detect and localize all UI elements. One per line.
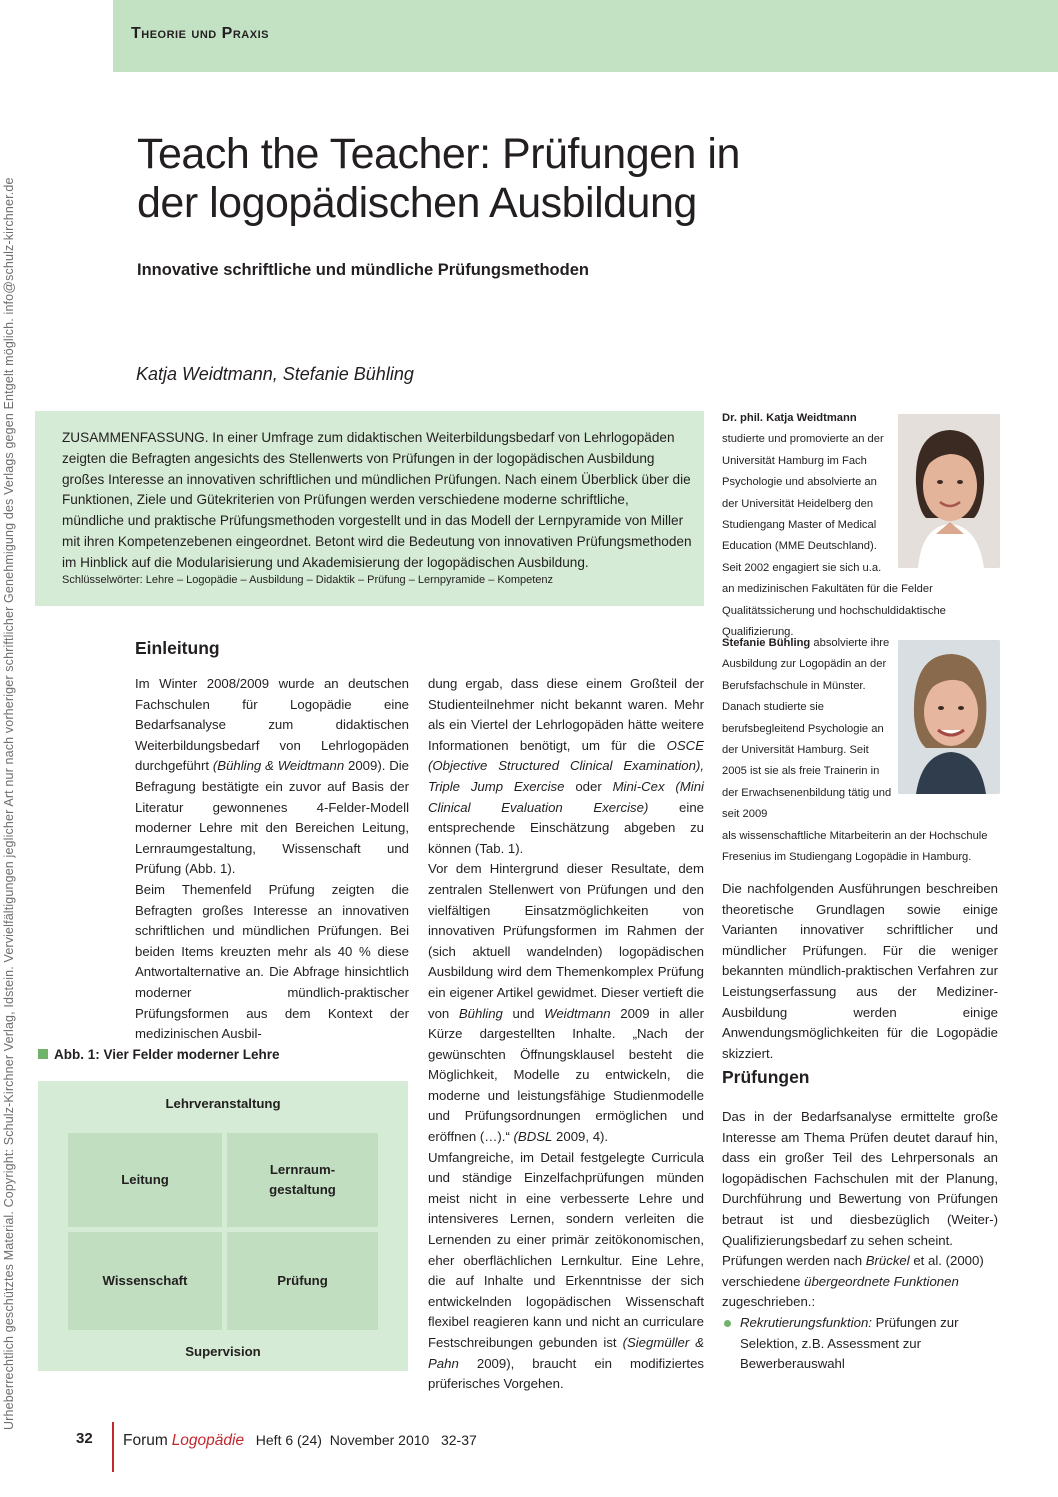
bullet-item: [722, 1313, 998, 1375]
text-column-3-continued: [722, 1107, 998, 1375]
paragraph: [722, 1251, 998, 1313]
text-column-3: [722, 879, 998, 1064]
citation: (BDSL: [513, 1129, 553, 1145]
text-span: zugeschrieben.:: [722, 1294, 816, 1310]
term: OSCE (Objective Structured Clinical Examination), Triple Jump Exercise: [428, 737, 704, 794]
text-span: und: [502, 1005, 545, 1021]
text-span: et al. (2000) verschiedene: [722, 1253, 984, 1289]
bio1-name: Dr. phil. Katja Weidtmann: [722, 412, 857, 424]
citation: (Siegmüller & Pahn: [428, 1335, 705, 1371]
heading-pruefungen: Prüfungen: [722, 1067, 810, 1087]
paragraph: [428, 674, 704, 859]
figure-cell-leitung: Leitung: [68, 1133, 222, 1227]
journal-logo-text: Logopädie: [171, 1432, 245, 1449]
page-number: 32: [76, 1430, 93, 1447]
copyright-side-note: Urheberrechtlich geschütztes Material. Copyright: Schulz-Kirchner Verlag, Idstein. Vervielfältigungen jeglicher Art nur nach vorheriger schriftlicher Genehmigung des Verlags gegen Entgelt möglich. info@schulz-kirchner.de: [2, 177, 16, 1430]
citation: Brückel: [865, 1253, 910, 1269]
paragraph: [428, 1148, 704, 1395]
bio1-text: studierte und promovierte an der Universität Hamburg im Fach Psychologie und absolvierte an der Universität Heidelberg den Studiengang Master of Medical Education (MME Deutschland). Seit 2002 engagiert sie sich u.a.: [722, 433, 884, 574]
footer-divider: [112, 1422, 114, 1472]
article-subtitle: Innovative schriftliche und mündliche Prüfungsmethoden: [137, 261, 589, 279]
figure-caption-text: Abb. 1: Vier Felder moderner Lehre: [54, 1047, 280, 1062]
text-span: dung ergab, dass diese einem Großteil der Studienteilnehmer nicht bekannt waren. Mehr als ein Viertel der Lehrlogopäden hätte weitere Informationen benötigt, um für die: [428, 676, 704, 753]
bio2-text-cont: als wissenschaftliche Mitarbeiterin an der Hochschule Fresenius im Studiengang Logopädie in Hamburg.: [722, 829, 988, 864]
text-column-2: [428, 674, 704, 1395]
figure-label-top: Lehrveranstaltung: [165, 1096, 281, 1111]
author-bio-buehling: [722, 633, 1006, 868]
term: übergeordnete Funktionen: [804, 1273, 959, 1289]
term: Mini-Cex (Mini Clinical Evaluation Exercise): [428, 778, 704, 815]
text-span: oder: [564, 778, 613, 794]
citation: (Bühling & Weidtmann: [212, 758, 345, 774]
text-span: 2009). Die Befragung bestätigte ein zuvor auf Basis der Literatur gewonnenes 4-Felder-Modell moderner Lehre mit den Bereichen Leitung, Lernraumgestaltung, Wissenschaft und Prüfung (Abb. 1).: [135, 758, 409, 877]
title-line-2: der logopädischen Ausbildung: [137, 179, 697, 227]
text-span: 2009 in aller Kürze dargestellten Inhalte. „Nach der gewünschten Öffnungsklausel besteht die Möglichkeit, Modelle zu entwickeln, die moderne und leistungsfähige Studienmodelle und Prüfungsordnungen ermöglichen und eröffnen (…).“: [428, 1005, 704, 1145]
journal-name: Forum: [123, 1432, 168, 1449]
section-label: Theorie und Praxis: [131, 25, 269, 42]
figure-cell-wissenschaft: Wissenschaft: [68, 1232, 222, 1330]
article-authors: Katja Weidtmann, Stefanie Bühling: [136, 364, 414, 384]
citation: Weidtmann: [544, 1005, 611, 1021]
abstract-text: ZUSAMMENFASSUNG. In einer Umfrage zum didaktischen Weiterbildungsbedarf von Lehrlogopäden zeigten die Befragten angesichts des Stellenwerts von Prüfungen in der logopädischen Ausbildung großes Interesse an innovativen schriftlichen und mündlichen Prüfungen. Nach einem Überblick über die Funktionen, Ziele und Gütekriterien von Prüfungen werden verschiedene moderne schriftliche, mündliche und praktische Prüfungsmethoden vorgestellt und in das Modell der Lernpyramide von Miller mit ihren Kompetenzebenen eingeordnet. Betont wird die Bedeutung von innovativen Prüfungsmethoden im Hinblick auf die Modularisierung und Akademisierung der logopädischen Ausbildung.: [62, 430, 692, 570]
text-span: eine entsprechende Einschätzung abgeben zu können (Tab. 1).: [428, 799, 704, 856]
paragraph: [428, 859, 704, 1147]
text-span: Vor dem Hintergrund dieser Resultate, dem zentralen Stellenwert von Prüfungen und den vielfältigen Einsatzmöglichkeiten von innovativen Prüfungsformen im Rahmen der (sich aktuell wandelnden) logopädischen Ausbildung wird dem Themenkomplex Prüfung ein eigener Artikel gewidmet. Dieser vertieft die von: [428, 861, 704, 1021]
paragraph: Beim Themenfeld Prüfung zeigten die Befragten großes Interesse an innovativen schriftlichen und mündlichen Prüfungen. Bei beiden Items kreuzten mehr als 40 % diese Antwortalternative an. Die Abfrage hinsichtlich moderner mündlich-praktischer Prüfungsformen aus dem Kontext der medizinischen Ausbil-: [135, 881, 409, 1042]
paragraph: [135, 674, 409, 880]
bio2-name: Stefanie Bühling: [722, 637, 811, 649]
text-span: 2009), braucht ein modifiziertes prüferisches Vorgehen.: [428, 1355, 704, 1392]
figure-cell-pruefung: Prüfung: [227, 1232, 378, 1330]
text-span: Prüfungen werden nach: [722, 1253, 866, 1269]
figure-label-bottom: Supervision: [185, 1344, 261, 1359]
bio1-text-cont: an medizinischen Fakultäten für die Felder Qualitätssicherung und hochschuldidaktische Qualifizierung.: [722, 583, 946, 639]
article-title: [137, 130, 757, 228]
square-bullet-icon: [38, 1049, 48, 1059]
figure-cell-lernraumgestaltung: Lernraum- gestaltung: [227, 1133, 378, 1227]
issue-info: Heft 6 (24) November 2010 32-37: [255, 1432, 477, 1448]
bio2-text: absolvierte ihre Ausbildung zur Logopädin an der Berufsfachschule in Münster. Danach studierte sie berufsbegleitend Psychologie an der Universität Hamburg. Seit 2005 ist sie als freie Trainerin in der Erwachsenenbildung tätig und seit 2009: [722, 637, 892, 821]
term: Rekrutierungsfunktion:: [740, 1314, 872, 1330]
heading-einleitung: Einleitung: [135, 638, 220, 658]
text-span: Prüfungen zur Selektion, z.B. Assessment zur Bewerberauswahl: [740, 1314, 959, 1372]
keywords: Schlüsselwörter: Lehre – Logopädie – Ausbildung – Didaktik – Prüfung – Lernpyramide – Kompetenz: [62, 574, 554, 586]
paragraph: Die nachfolgenden Ausführungen beschreiben theoretische Grundlagen sowie einige Varianten innovativer schriftlicher und mündlicher Prüfungen. Für die weniger bekannten mündlich-praktischen Verfahren zur Leistungserfassung aus der Mediziner-Ausbildung werden einige Anwendungsmöglichkeiten für die Logopädie skizziert.: [722, 881, 998, 1061]
title-line-1: Teach the Teacher: Prüfungen in: [137, 130, 740, 178]
author-bio-weidtmann: [722, 408, 1006, 643]
footer-journal: [123, 1432, 477, 1450]
text-span: 2009, 4).: [552, 1129, 609, 1145]
figure-caption: [38, 1047, 280, 1062]
text-column-1: [135, 674, 409, 1045]
citation: Bühling: [458, 1005, 503, 1021]
text-span: Im Winter 2008/2009 wurde an deutschen Fachschulen für Logopädie eine Bedarfsanalyse zum didaktischen Weiterbildungsbedarf von Lehrlogopäden durchgeführt: [135, 676, 409, 774]
paragraph: Das in der Bedarfsanalyse ermittelte große Interesse am Thema Prüfen deutet darauf hin, dass ein großer Teil des Lehrpersonals an logopädischen Fachschulen mit der Planung, Durchführung und Bewertung von Prüfungen betraut ist und diesbezüglich (Weiter-) Qualifizierungsbedarf zu sehen scheint.: [722, 1109, 998, 1248]
text-span: Umfangreiche, im Detail festgelegte Curricula und ständige Einzelfachprüfungen münden meist nicht in eine verbesserte Lehre und intensiveres Lernen, sondern verleiten die Lernenden zu einer primär zeitökonomischen, eher oberflächlichen Lernkultur. Eine Lehre, die auf Inhalte und Erkenntnisse der sich entwickelnden logopädischen Wissenschaft flexibel reagieren kann und nicht an curriculare Festschreibungen gebunden ist: [428, 1149, 704, 1350]
